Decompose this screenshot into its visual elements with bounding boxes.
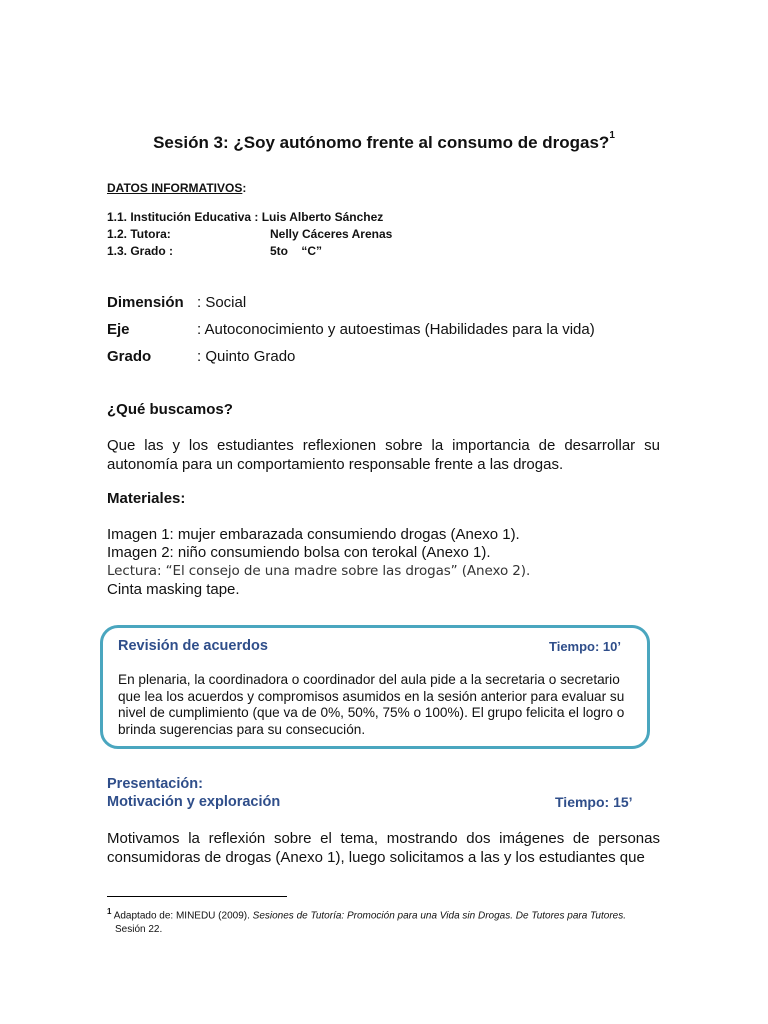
info-row-grado: [107, 244, 322, 258]
materiales-item: Imagen 1: mujer embarazada consumiendo drogas (Anexo 1).: [107, 526, 520, 543]
info-value: Nelly Cáceres Arenas: [270, 227, 393, 241]
info-row-tutora: [107, 227, 392, 241]
info-label: 1.2. Tutora:: [107, 227, 171, 241]
info-row-institucion: [107, 210, 383, 224]
field-value-eje: : Autoconocimiento y autoestimas (Habilidades para la vida): [197, 321, 595, 338]
footnote: [107, 905, 667, 937]
materiales-item: Lectura: “El consejo de una madre sobre las drogas” (Anexo 2).: [107, 563, 531, 579]
footnote-tail: Sesión 22.: [115, 924, 163, 936]
footnote-ref: 1: [609, 130, 615, 142]
materiales-heading: Materiales:: [107, 490, 186, 507]
info-label: 1.3. Grado :: [107, 244, 174, 258]
materiales-item: Imagen 2: niño consumiendo bolsa con terokal (Anexo 1).: [107, 544, 491, 561]
footnote-number: 1: [107, 907, 112, 916]
session-title: [0, 130, 768, 153]
footnote-divider: [107, 896, 287, 897]
presentacion-text: Motivamos la reflexión sobre el tema, mostrando dos imágenes de personas consumidoras de drogas (Anexo 1), luego solicitamos a las y los estudiantes que: [107, 830, 660, 866]
datos-heading-colon: :: [242, 181, 247, 195]
datos-heading: [107, 181, 246, 195]
revision-time: Tiempo: 10’: [549, 639, 622, 654]
que-buscamos-heading: ¿Qué buscamos?: [107, 401, 233, 418]
materiales-item: Cinta masking tape.: [107, 581, 240, 598]
field-value-dimension: : Social: [197, 294, 247, 311]
info-label: 1.1. Institución Educativa : Luis Alberto Sánchez: [107, 210, 384, 224]
footnote-italic: Sesiones de Tutoría: Promoción para una Vida sin Drogas. De Tutores para Tutores.: [252, 910, 626, 922]
info-value: 5to “C”: [270, 244, 323, 258]
datos-heading-text: DATOS INFORMATIVOS: [107, 181, 243, 195]
revision-title: Revisión de acuerdos: [118, 638, 268, 654]
field-label-eje: Eje: [107, 321, 130, 338]
presentacion-heading: Presentación:: [107, 776, 203, 792]
presentacion-subheading: Motivación y exploración: [107, 794, 281, 810]
footnote-lead: Adaptado de: MINEDU (2009).: [113, 910, 253, 922]
field-label-dimension: Dimensión: [107, 294, 184, 311]
field-value-grado: : Quinto Grado: [197, 348, 296, 365]
presentacion-time: Tiempo: 15’: [555, 794, 633, 810]
field-label-grado: Grado: [107, 348, 152, 365]
que-buscamos-text: Que las y los estudiantes reflexionen sobre la importancia de desarrollar su autonomía para un comportamiento responsable frente a las drogas.: [107, 437, 660, 473]
session-title-text: Sesión 3: ¿Soy autónomo frente al consumo de drogas?: [153, 133, 610, 152]
revision-text: En plenaria, la coordinadora o coordinador del aula pide a la secretaria o secretario que lea los acuerdos y compromisos asumidos en la sesión anterior para evaluar su nivel de cumplimiento (que va de 0%, 50%, 75% o 100%). El grupo felicita el logro o brinda sugerencias para su consecución.: [118, 672, 625, 737]
